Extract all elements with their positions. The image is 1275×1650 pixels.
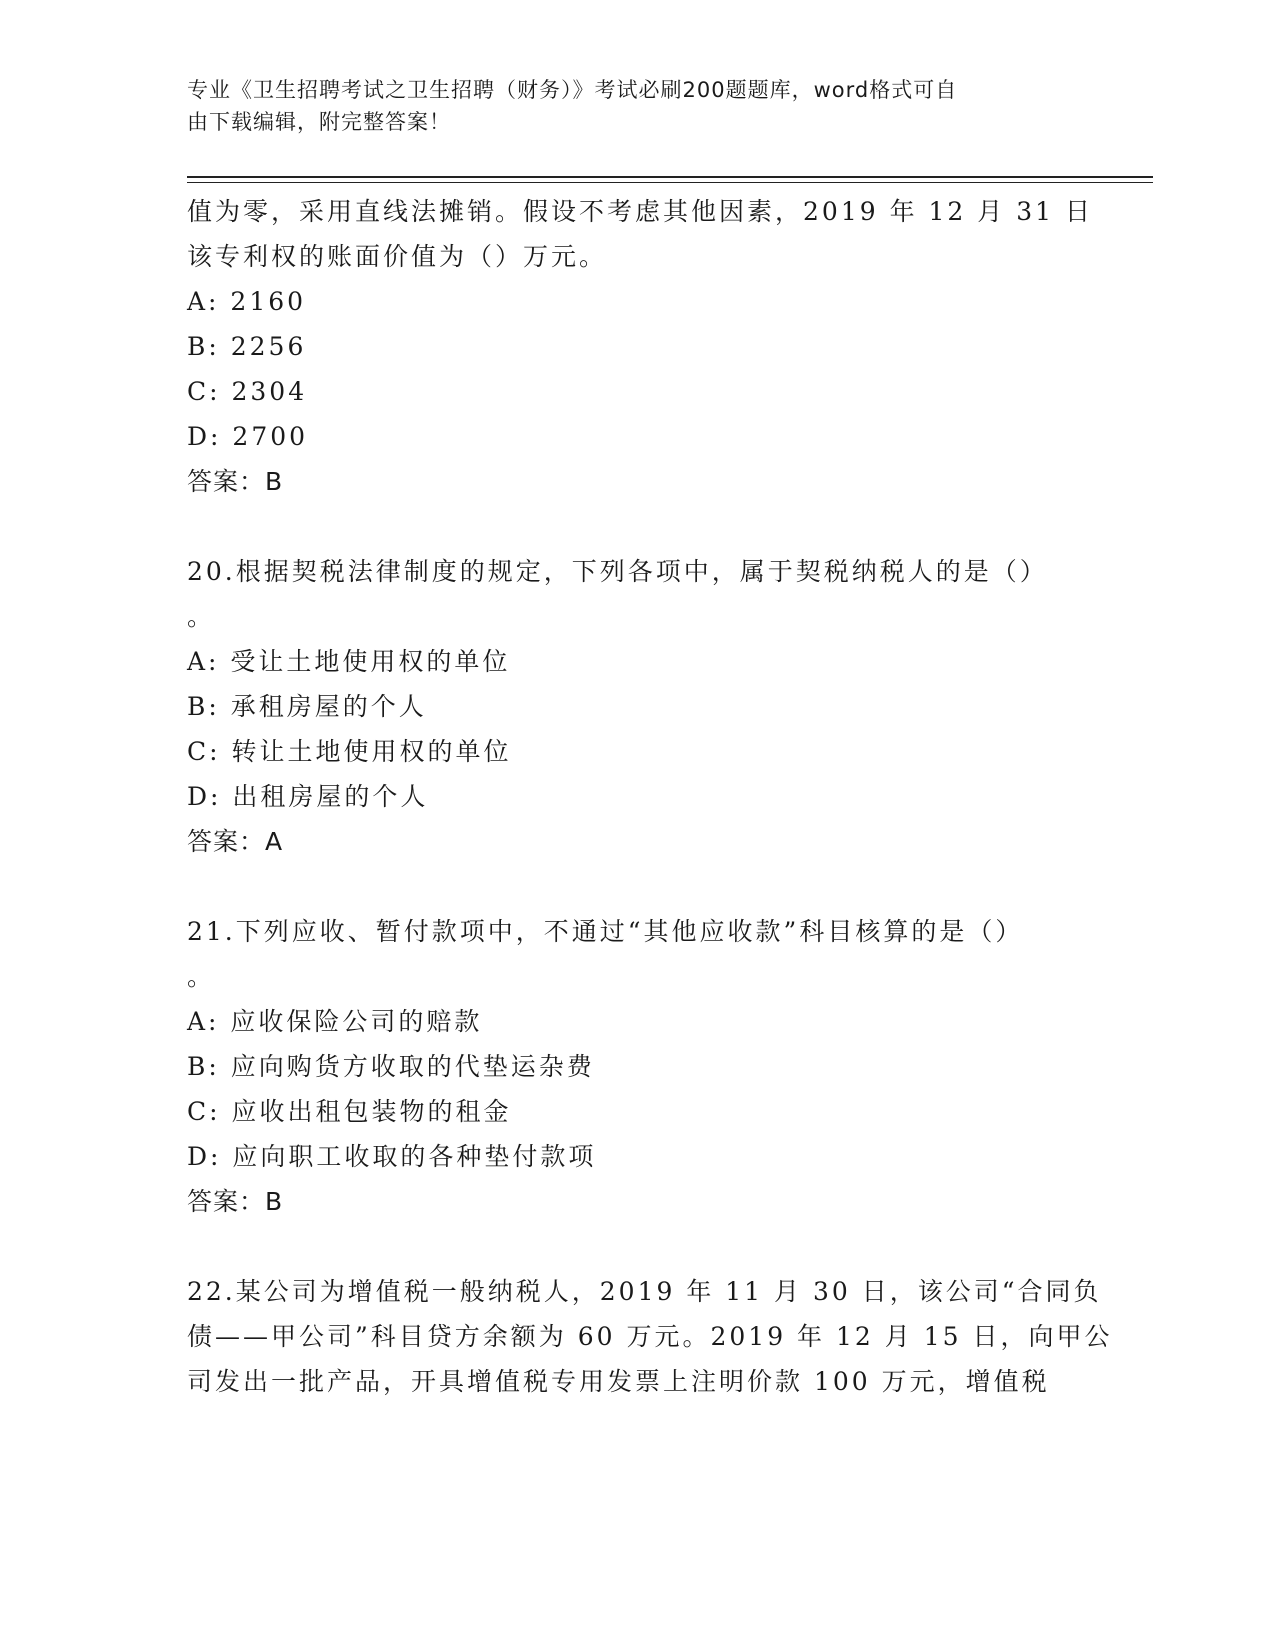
question-text: 该专利权的账面价值为（）万元。 (187, 242, 608, 271)
question-19 (187, 189, 1093, 504)
header-line-2: 由下载编辑，附完整答案！ (187, 110, 451, 134)
option-d: D: 出租房屋的个人 (187, 782, 429, 811)
header-line-1: 专业《卫生招聘考试之卫生招聘（财务）》考试必刷200题题库，word格式可自 (187, 78, 958, 102)
option-b: B: 应向购货方收取的代垫运杂费 (187, 1052, 595, 1081)
option-b: B: 2256 (187, 332, 307, 361)
option-c: C: 2304 (187, 377, 308, 406)
option-a: A: 应收保险公司的赔款 (187, 1007, 483, 1036)
answer: 答案：B (187, 467, 284, 496)
question-22 (187, 1269, 1113, 1404)
header-divider-thin (187, 182, 1153, 183)
question-text: 22.某公司为增值税一般纳税人，2019 年 11 月 30 日，该公司“合同负 (187, 1277, 1102, 1306)
question-text: 债——甲公司”科目贷方余额为 60 万元。2019 年 12 月 15 日，向甲公 (187, 1322, 1113, 1351)
option-d: D: 2700 (187, 422, 309, 451)
option-d: D: 应向职工收取的各种垫付款项 (187, 1142, 597, 1171)
answer: 答案：B (187, 1187, 284, 1216)
question-21 (187, 909, 1087, 1224)
page-header (187, 74, 1067, 138)
question-text: 司发出一批产品，开具增值税专用发票上注明价款 100 万元，增值税 (187, 1367, 1050, 1396)
question-text: 。 (187, 602, 216, 631)
option-c: C: 转让土地使用权的单位 (187, 737, 512, 766)
option-c: C: 应收出租包装物的租金 (187, 1097, 512, 1126)
question-text: 。 (187, 962, 216, 991)
question-20 (187, 549, 1087, 864)
question-text: 值为零，采用直线法摊销。假设不考虑其他因素，2019 年 12 月 31 日 (187, 197, 1093, 226)
option-a: A: 受让土地使用权的单位 (187, 647, 511, 676)
answer: 答案：A (187, 827, 284, 856)
header-divider (187, 176, 1153, 178)
question-text: 20.根据契税法律制度的规定，下列各项中，属于契税纳税人的是（） (187, 557, 1048, 586)
document-body (187, 189, 1113, 1404)
question-text: 21.下列应收、暂付款项中，不通过“其他应收款”科目核算的是（） (187, 917, 1024, 946)
option-b: B: 承租房屋的个人 (187, 692, 427, 721)
option-a: A: 2160 (187, 287, 307, 316)
